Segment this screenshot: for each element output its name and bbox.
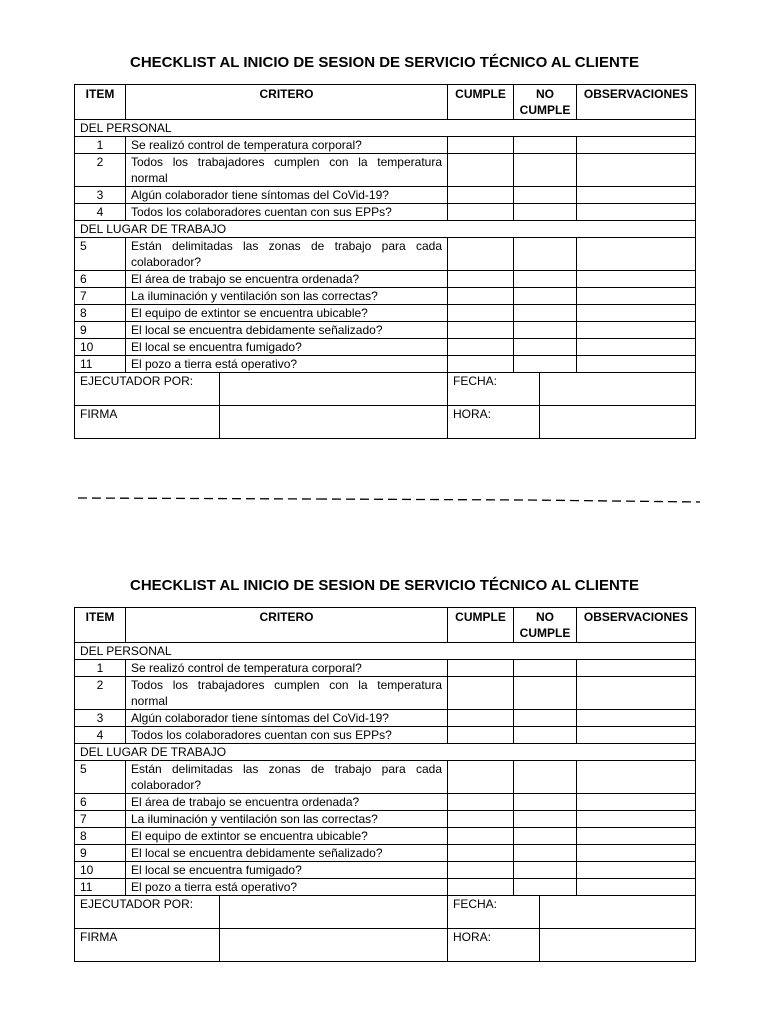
header-no-cumple: NO CUMPLE [514, 85, 577, 120]
observaciones-cell[interactable] [577, 356, 696, 373]
page-title: CHECKLIST AL INICIO DE SESION DE SERVICIO TÉCNICO AL CLIENTE [130, 54, 639, 71]
no-cumple-cell[interactable] [514, 862, 577, 879]
table-row [75, 761, 696, 794]
no-cumple-cell[interactable] [514, 811, 577, 828]
item-criterion: El local se encuentra debidamente señalizado? [126, 322, 448, 339]
item-number: 10 [75, 339, 126, 356]
item-criterion: El local se encuentra fumigado? [126, 862, 448, 879]
item-number: 3 [75, 710, 126, 727]
cut-line [78, 492, 700, 506]
item-criterion: Algún colaborador tiene síntomas del CoVid-19? [126, 187, 448, 204]
table-row [75, 339, 696, 356]
item-criterion: El área de trabajo se encuentra ordenada? [126, 271, 448, 288]
page-title: CHECKLIST AL INICIO DE SESION DE SERVICIO TÉCNICO AL CLIENTE [130, 577, 639, 594]
no-cumple-cell[interactable] [514, 288, 577, 305]
cumple-cell[interactable] [448, 879, 514, 896]
signature-table [74, 373, 696, 439]
observaciones-cell[interactable] [577, 660, 696, 677]
observaciones-cell[interactable] [577, 288, 696, 305]
no-cumple-cell[interactable] [514, 761, 577, 794]
ejecutador-label: EJECUTADOR POR: [75, 896, 220, 929]
cumple-cell[interactable] [448, 137, 514, 154]
no-cumple-cell[interactable] [514, 828, 577, 845]
observaciones-cell[interactable] [577, 828, 696, 845]
ejecutador-field[interactable] [220, 896, 448, 929]
hora-field[interactable] [540, 929, 696, 962]
signature-row [75, 406, 696, 439]
item-number: 7 [75, 288, 126, 305]
item-criterion: Todos los colaboradores cuentan con sus EPPs? [126, 204, 448, 221]
hora-label: HORA: [448, 406, 540, 439]
table-row [75, 137, 696, 154]
section-label: DEL PERSONAL [75, 643, 696, 660]
cumple-cell[interactable] [448, 660, 514, 677]
item-number: 6 [75, 271, 126, 288]
no-cumple-cell[interactable] [514, 339, 577, 356]
no-cumple-cell[interactable] [514, 238, 577, 271]
table-row [75, 187, 696, 204]
checklist-table [74, 607, 696, 896]
observaciones-cell[interactable] [577, 727, 696, 744]
firma-label: FIRMA [75, 929, 220, 962]
header-row [75, 608, 696, 643]
fecha-field[interactable] [540, 373, 696, 406]
checklist-form-bottom [74, 575, 695, 962]
checklist-form-top [74, 52, 695, 439]
header-observaciones: OBSERVACIONES [577, 85, 696, 120]
item-number: 9 [75, 845, 126, 862]
item-criterion: La iluminación y ventilación son las correctas? [126, 811, 448, 828]
header-cumple: CUMPLE [448, 608, 514, 643]
no-cumple-cell[interactable] [514, 879, 577, 896]
item-number: 5 [75, 238, 126, 271]
item-criterion: Todos los colaboradores cuentan con sus EPPs? [126, 727, 448, 744]
item-number: 2 [75, 154, 126, 187]
item-criterion: Se realizó control de temperatura corporal? [126, 660, 448, 677]
cumple-cell[interactable] [448, 271, 514, 288]
item-criterion: Se realizó control de temperatura corporal? [126, 137, 448, 154]
observaciones-cell[interactable] [577, 322, 696, 339]
observaciones-cell[interactable] [577, 204, 696, 221]
item-criterion: La iluminación y ventilación son las correctas? [126, 288, 448, 305]
header-row [75, 85, 696, 120]
checklist-table [74, 84, 696, 373]
table-row [75, 862, 696, 879]
item-criterion: El local se encuentra debidamente señalizado? [126, 845, 448, 862]
item-criterion: El pozo a tierra está operativo? [126, 356, 448, 373]
item-number: 1 [75, 660, 126, 677]
observaciones-cell[interactable] [577, 271, 696, 288]
cumple-cell[interactable] [448, 828, 514, 845]
cumple-cell[interactable] [448, 677, 514, 710]
no-cumple-cell[interactable] [514, 794, 577, 811]
signature-row [75, 929, 696, 962]
no-cumple-cell[interactable] [514, 204, 577, 221]
item-number: 11 [75, 356, 126, 373]
table-row [75, 677, 696, 710]
fecha-field[interactable] [540, 896, 696, 929]
header-no-cumple: NO CUMPLE [514, 608, 577, 643]
item-number: 1 [75, 137, 126, 154]
header-item: ITEM [75, 608, 126, 643]
cumple-cell[interactable] [448, 727, 514, 744]
cumple-cell[interactable] [448, 238, 514, 271]
cumple-cell[interactable] [448, 845, 514, 862]
observaciones-cell[interactable] [577, 137, 696, 154]
observaciones-cell[interactable] [577, 845, 696, 862]
item-criterion: Todos los trabajadores cumplen con la temperatura normal [126, 677, 448, 710]
no-cumple-cell[interactable] [514, 660, 577, 677]
table-row [75, 660, 696, 677]
observaciones-cell[interactable] [577, 677, 696, 710]
table-row [75, 305, 696, 322]
cumple-cell[interactable] [448, 288, 514, 305]
item-criterion: Algún colaborador tiene síntomas del CoVid-19? [126, 710, 448, 727]
signature-table [74, 896, 696, 962]
cumple-cell[interactable] [448, 356, 514, 373]
item-number: 5 [75, 761, 126, 794]
cumple-cell[interactable] [448, 710, 514, 727]
fecha-label: FECHA: [448, 373, 540, 406]
signature-row [75, 373, 696, 406]
item-number: 8 [75, 305, 126, 322]
table-row [75, 727, 696, 744]
cumple-cell[interactable] [448, 322, 514, 339]
observaciones-cell[interactable] [577, 187, 696, 204]
table-row [75, 828, 696, 845]
table-row [75, 879, 696, 896]
observaciones-cell[interactable] [577, 811, 696, 828]
table-row [75, 356, 696, 373]
table-row [75, 811, 696, 828]
observaciones-cell[interactable] [577, 339, 696, 356]
table-row [75, 204, 696, 221]
item-number: 11 [75, 879, 126, 896]
observaciones-cell[interactable] [577, 879, 696, 896]
item-number: 4 [75, 204, 126, 221]
no-cumple-cell[interactable] [514, 305, 577, 322]
no-cumple-cell[interactable] [514, 356, 577, 373]
signature-row [75, 896, 696, 929]
table-row [75, 271, 696, 288]
header-observaciones: OBSERVACIONES [577, 608, 696, 643]
no-cumple-cell[interactable] [514, 677, 577, 710]
no-cumple-cell[interactable] [514, 137, 577, 154]
item-criterion: El equipo de extintor se encuentra ubicable? [126, 828, 448, 845]
section-label: DEL PERSONAL [75, 120, 696, 137]
item-number: 8 [75, 828, 126, 845]
observaciones-cell[interactable] [577, 238, 696, 271]
firma-label: FIRMA [75, 406, 220, 439]
item-criterion: El pozo a tierra está operativo? [126, 879, 448, 896]
observaciones-cell[interactable] [577, 305, 696, 322]
no-cumple-cell[interactable] [514, 271, 577, 288]
section-row [75, 744, 696, 761]
cumple-cell[interactable] [448, 154, 514, 187]
observaciones-cell[interactable] [577, 154, 696, 187]
item-number: 10 [75, 862, 126, 879]
table-row [75, 238, 696, 271]
section-label: DEL LUGAR DE TRABAJO [75, 221, 696, 238]
table-row [75, 710, 696, 727]
item-number: 9 [75, 322, 126, 339]
cumple-cell[interactable] [448, 305, 514, 322]
section-row [75, 643, 696, 660]
section-label: DEL LUGAR DE TRABAJO [75, 744, 696, 761]
item-number: 2 [75, 677, 126, 710]
item-number: 7 [75, 811, 126, 828]
cumple-cell[interactable] [448, 339, 514, 356]
observaciones-cell[interactable] [577, 862, 696, 879]
item-criterion: Todos los trabajadores cumplen con la temperatura normal [126, 154, 448, 187]
cumple-cell[interactable] [448, 761, 514, 794]
no-cumple-cell[interactable] [514, 322, 577, 339]
cumple-cell[interactable] [448, 862, 514, 879]
section-row [75, 120, 696, 137]
item-criterion: Están delimitadas las zonas de trabajo para cada colaborador? [126, 238, 448, 271]
observaciones-cell[interactable] [577, 794, 696, 811]
no-cumple-cell[interactable] [514, 845, 577, 862]
table-row [75, 288, 696, 305]
item-number: 6 [75, 794, 126, 811]
cumple-cell[interactable] [448, 811, 514, 828]
table-row [75, 154, 696, 187]
item-criterion: Están delimitadas las zonas de trabajo para cada colaborador? [126, 761, 448, 794]
no-cumple-cell[interactable] [514, 187, 577, 204]
fecha-label: FECHA: [448, 896, 540, 929]
no-cumple-cell[interactable] [514, 710, 577, 727]
cumple-cell[interactable] [448, 204, 514, 221]
item-criterion: El local se encuentra fumigado? [126, 339, 448, 356]
no-cumple-cell[interactable] [514, 154, 577, 187]
observaciones-cell[interactable] [577, 761, 696, 794]
header-criterio: CRITERO [126, 85, 448, 120]
item-criterion: El equipo de extintor se encuentra ubicable? [126, 305, 448, 322]
firma-field[interactable] [220, 406, 448, 439]
section-row [75, 221, 696, 238]
item-number: 3 [75, 187, 126, 204]
no-cumple-cell[interactable] [514, 727, 577, 744]
hora-field[interactable] [540, 406, 696, 439]
item-criterion: El área de trabajo se encuentra ordenada? [126, 794, 448, 811]
header-item: ITEM [75, 85, 126, 120]
cumple-cell[interactable] [448, 794, 514, 811]
table-row [75, 322, 696, 339]
cumple-cell[interactable] [448, 187, 514, 204]
firma-field[interactable] [220, 929, 448, 962]
item-number: 4 [75, 727, 126, 744]
header-cumple: CUMPLE [448, 85, 514, 120]
ejecutador-label: EJECUTADOR POR: [75, 373, 220, 406]
table-row [75, 794, 696, 811]
observaciones-cell[interactable] [577, 710, 696, 727]
hora-label: HORA: [448, 929, 540, 962]
table-row [75, 845, 696, 862]
header-criterio: CRITERO [126, 608, 448, 643]
ejecutador-field[interactable] [220, 373, 448, 406]
